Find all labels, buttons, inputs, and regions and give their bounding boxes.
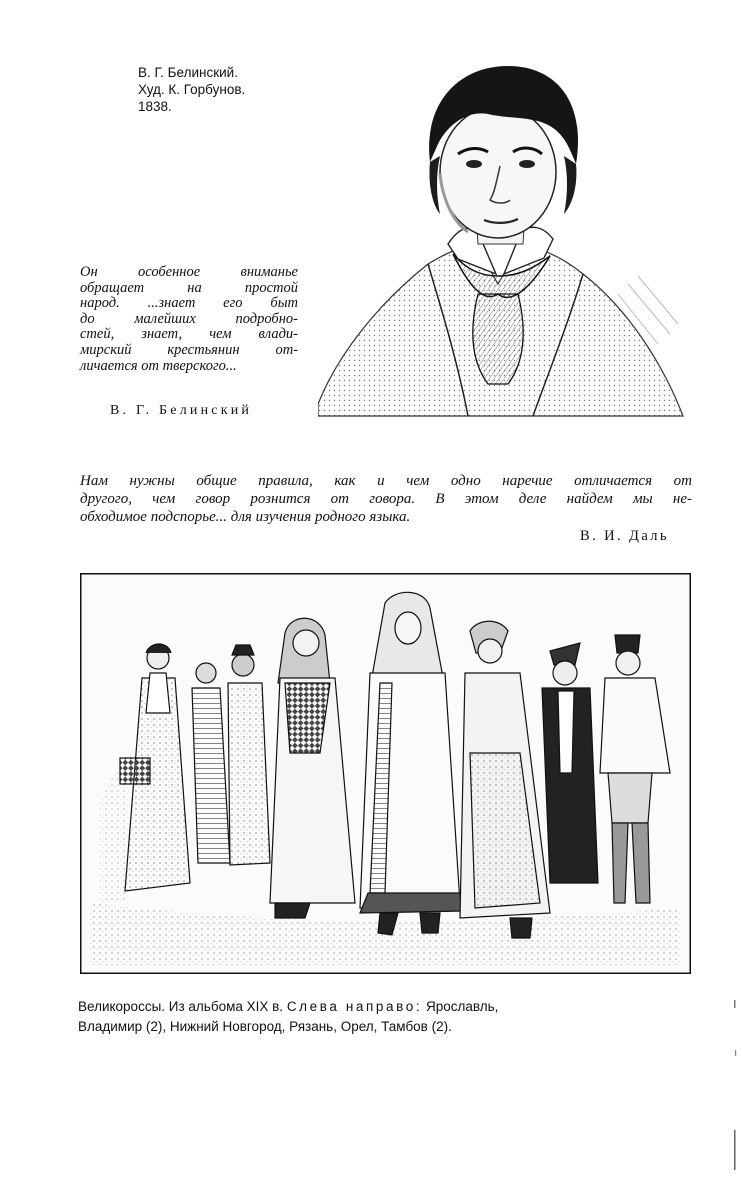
- scan-margin-marks: [728, 990, 740, 1180]
- caption-first-region: Ярославль,: [425, 999, 499, 1014]
- dahl-quote-line: другого, чем говор рознится от говора. В этом деле найдем мы не-: [80, 491, 692, 507]
- portrait-caption-name: В. Г. Белинский.: [138, 65, 238, 80]
- belinsky-portrait-image: [318, 44, 688, 424]
- illustration-caption-line-1: [78, 997, 698, 1017]
- caption-direction: Слева направо:: [286, 999, 423, 1014]
- belinsky-quote-author: В. Г. Белинский: [110, 403, 253, 418]
- belinsky-quote-line: стей, знает, чем влади-: [80, 326, 298, 343]
- belinsky-quote-line: личается от тверского...: [80, 357, 237, 374]
- dahl-quote-line: обходимое подспорье... для изучения родного языка.: [80, 509, 411, 525]
- portrait-caption-artist: Худ. К. Горбунов.: [138, 82, 246, 97]
- belinsky-quote-line: мирский крестьянин от-: [80, 341, 298, 358]
- caption-title: Великороссы. Из альбома XIX в.: [78, 999, 284, 1014]
- belinsky-quote-line: Он особенное вниманье: [80, 264, 298, 280]
- dahl-quote-author: В. И. Даль: [580, 528, 669, 544]
- illustration-caption-line-2: Владимир (2), Нижний Новгород, Рязань, Орел, Тамбов (2).: [78, 1019, 452, 1034]
- dahl-quote-line: Нам нужны общие правила, как и чем одно наречие отличается от: [80, 473, 692, 489]
- belinsky-quote-line: до малейших подробно-: [80, 310, 298, 327]
- illustration-caption: [78, 997, 698, 1037]
- dahl-quote: [80, 472, 692, 526]
- portrait-caption-year: 1838.: [138, 99, 172, 114]
- belinsky-quote: [80, 265, 298, 374]
- folk-costume-illustration: [80, 573, 691, 974]
- belinsky-quote-line: обращает на простой: [80, 279, 298, 296]
- belinsky-quote-line: народ. ...знает его быт: [80, 295, 298, 312]
